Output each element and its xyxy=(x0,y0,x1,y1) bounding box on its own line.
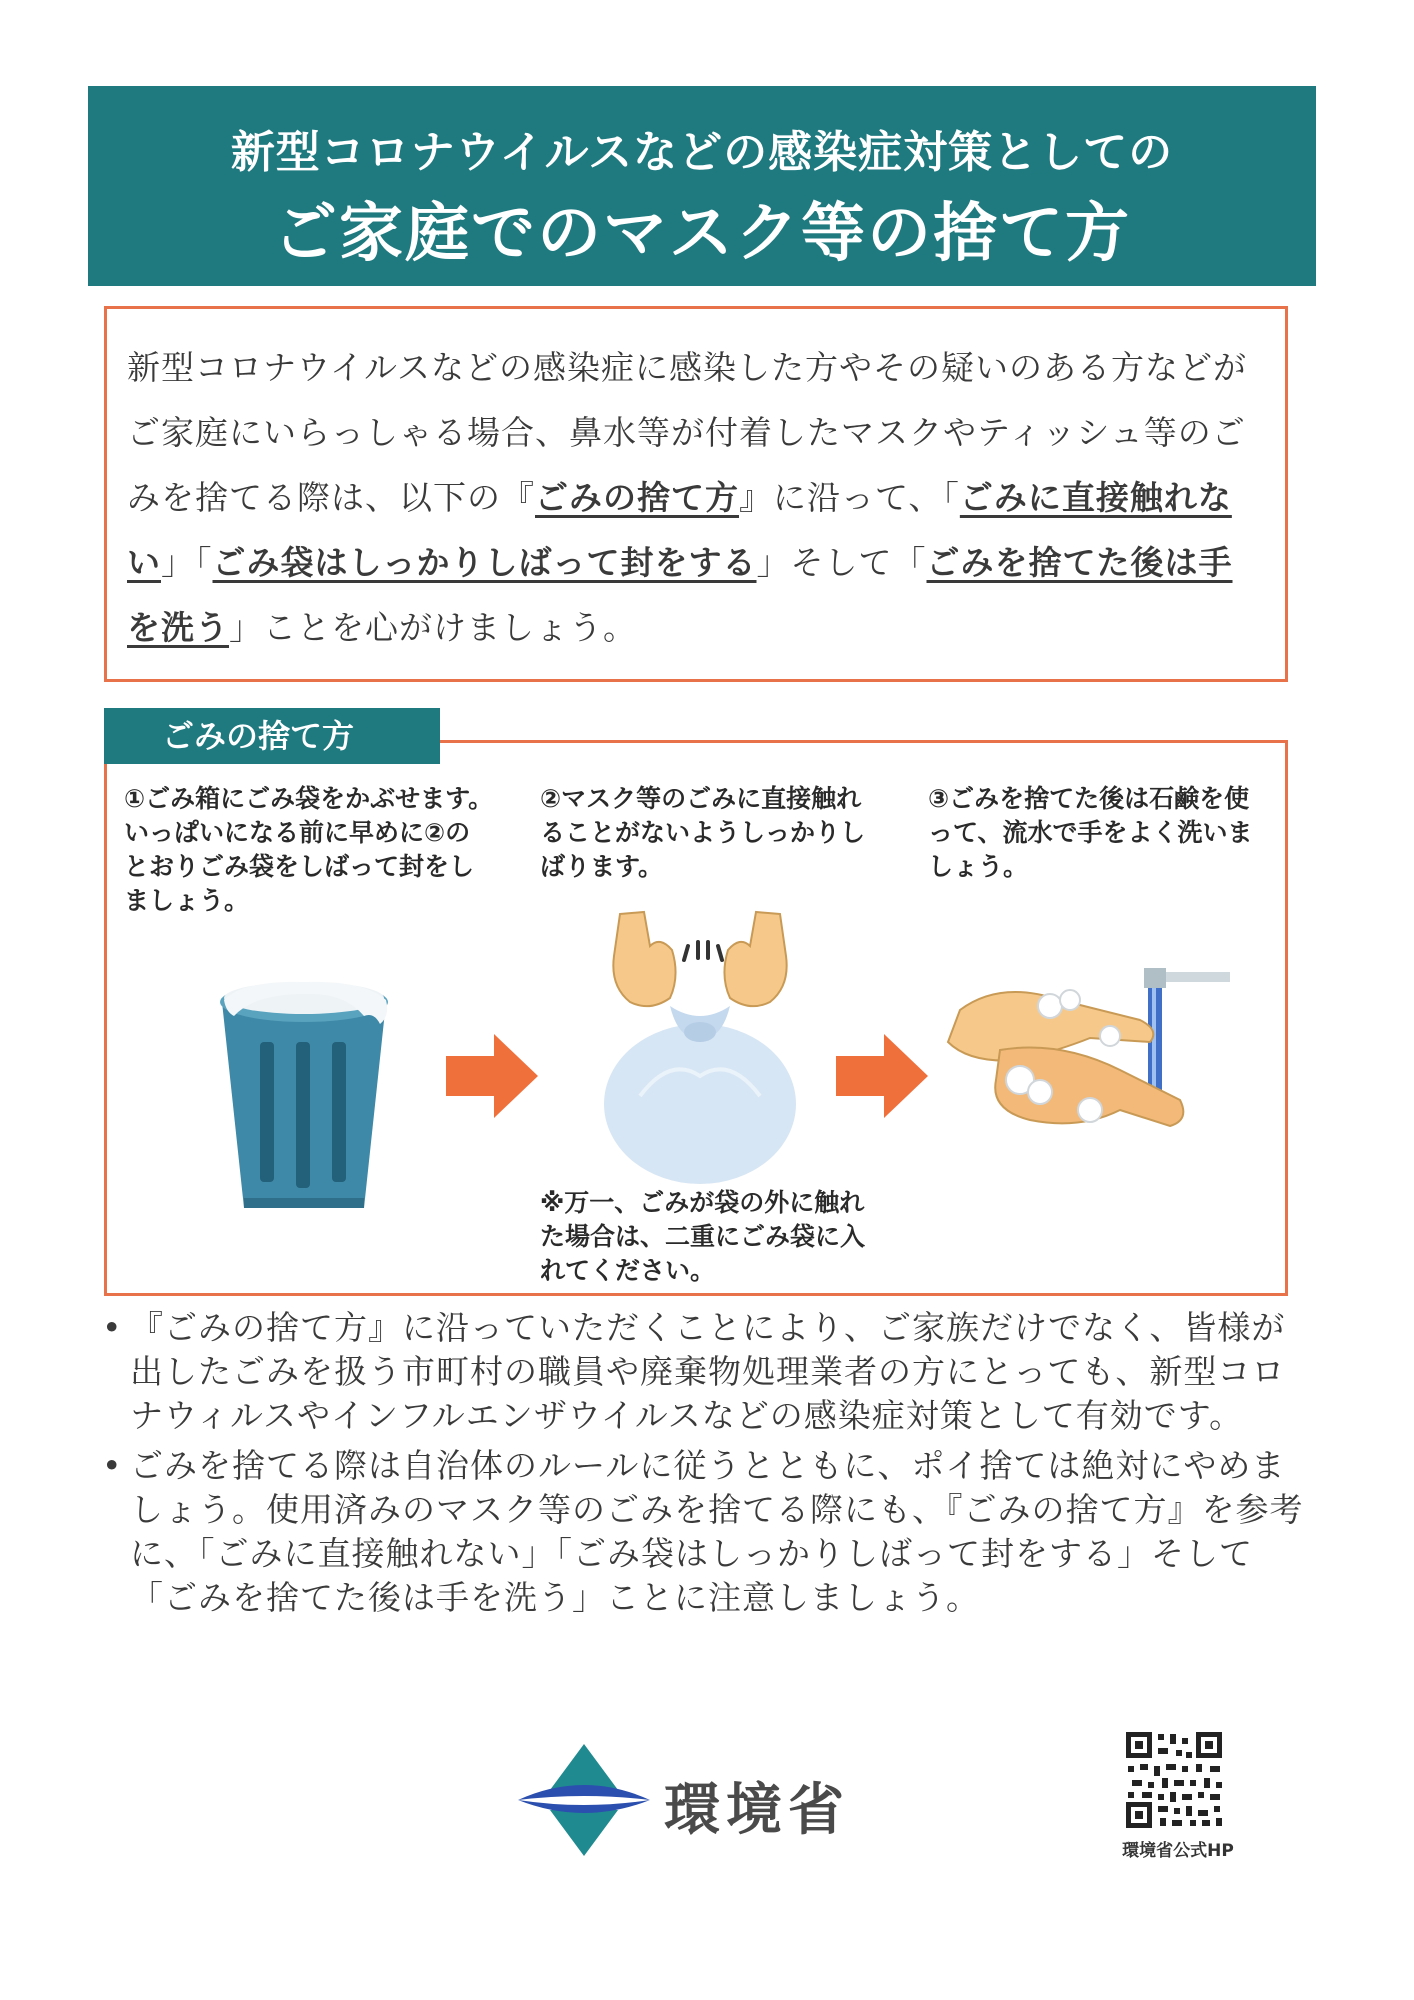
trash-can-icon xyxy=(214,972,394,1216)
ministry-name: 環境省 xyxy=(664,1778,850,1843)
intro-text xyxy=(127,335,1265,660)
hand-washing-icon xyxy=(940,960,1230,1160)
bullet-list xyxy=(96,1306,1306,1626)
ministry-emblem-icon xyxy=(514,1740,654,1860)
intro-text-part: 』に沿って、「 xyxy=(739,478,960,517)
intro-text-part: 」ことを心がけましょう。 xyxy=(229,608,637,647)
intro-emphasis: ごみ袋はしっかりしばって封をする xyxy=(212,543,757,582)
step-1-text: ①ごみ箱にごみ袋をかぶせます。いっぱいになる前に早めに②のとおりごみ袋をしばって封をしましょう。 xyxy=(124,784,494,915)
tied-garbage-bag-icon xyxy=(600,906,800,1186)
intro-box xyxy=(104,306,1288,682)
step-3-text: ③ごみを捨てた後は石鹸を使って、流水で手をよく洗いましょう。 xyxy=(928,784,1253,881)
intro-text-part: 新型コロナウイルスなどの感染症に感染した方やその疑いのある方などがご家庭にいらっしゃる場合、鼻水等が付着したマスクやティッシュ等のごみを捨てる際は、以下の『 xyxy=(127,348,1248,517)
arrow-right-icon xyxy=(836,1034,928,1118)
header-title: ご家庭でのマスク等の捨て方 xyxy=(273,197,1131,271)
list-item xyxy=(96,1444,1306,1620)
ministry-logo xyxy=(514,1740,874,1860)
intro-text-part: 」「 xyxy=(161,543,213,582)
step-2-note: ※万一、ごみが袋の外に触れた場合は、二重にごみ袋に入れてください。 xyxy=(540,1188,866,1285)
header-banner xyxy=(88,86,1316,286)
qr-code-label: 環境省公式HP xyxy=(1122,1841,1234,1861)
qr-code-icon[interactable] xyxy=(1124,1730,1224,1830)
intro-text-part: 」そして「 xyxy=(756,543,927,582)
bullet-text: ごみを捨てる際は自治体のルールに従うとともに、ポイ捨ては絶対にやめましょう。使用済みのマスク等のごみを捨てる際にも、『ごみの捨て方』を参考に、「ごみに直接触れない」「ごみ袋はしっかりしばって封をする」そして「ごみを捨てた後は手を洗う」ことに注意しましょう。 xyxy=(130,1446,1304,1617)
bullet-marker: • xyxy=(102,1446,123,1485)
bullet-text: 『ごみの捨て方』に沿っていただくことにより、ご家族だけでなく、皆様が出したごみを扱う市町村の職員や廃棄物処理業者の方にとっても、新型コロナウィルスやインフルエンザウイルスなどの感染症対策として有効です。 xyxy=(130,1308,1286,1435)
header-subtitle: 新型コロナウイルスなどの感染症対策としての xyxy=(230,127,1174,178)
bullet-marker: • xyxy=(102,1308,123,1347)
steps-tab: ごみの捨て方 xyxy=(104,708,440,764)
intro-emphasis: ごみを捨てた後は手を洗う xyxy=(127,543,1233,647)
intro-emphasis: ごみの捨て方 xyxy=(535,478,739,517)
intro-emphasis: ごみに直接触れない xyxy=(127,478,1232,582)
step-2-text: ②マスク等のごみに直接触れることがないようしっかりしばります。 xyxy=(540,784,866,881)
arrow-right-icon xyxy=(446,1034,538,1118)
list-item xyxy=(96,1306,1306,1438)
